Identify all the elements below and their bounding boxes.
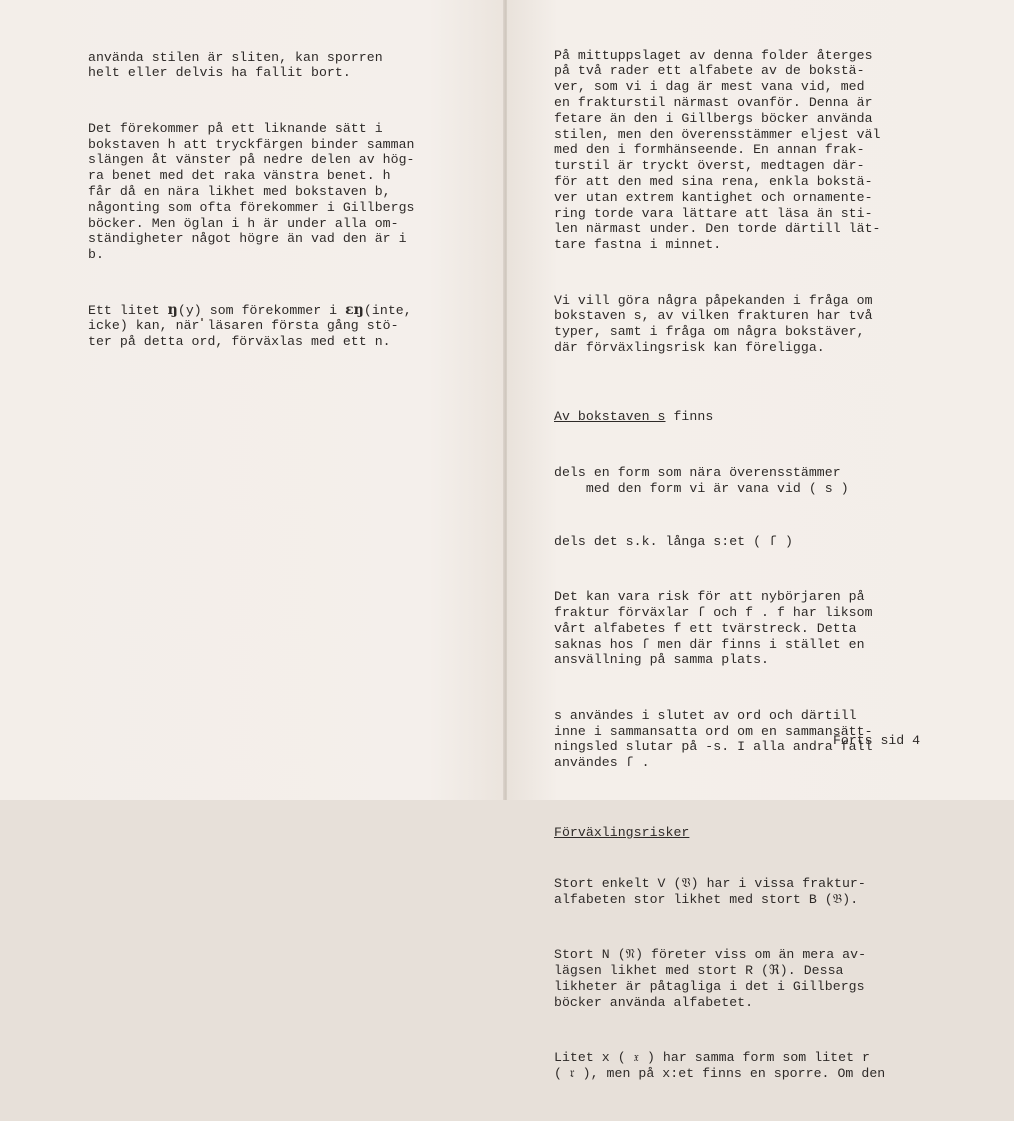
paragraph — [554, 534, 885, 550]
text-line: använda stilen är sliten, kan sporren — [88, 49, 383, 65]
paragraph — [88, 50, 415, 82]
text-line: ra benet med det raka vänstra benet. h — [88, 168, 391, 184]
text-line: ( 𝔯 ), men på x:et finns en sporre. Om den — [554, 1065, 886, 1081]
text-line: dels det s.k. långa s:et ( ſ ) — [554, 533, 793, 549]
text-line: ver, som vi i dag är mest vana vid, med — [554, 79, 865, 95]
text-line: tare fastna i minnet. — [554, 237, 722, 253]
text-line: turstil är tryckt överst, medtagen där- — [554, 158, 865, 174]
text-line: likheter är påtagliga i det i Gillbergs — [554, 978, 865, 994]
text-line: bokstaven h att tryckfärgen binder samman — [88, 136, 415, 152]
fraktur-y-glyph: ŋ — [167, 301, 178, 318]
text-line: med den form vi är vana vid ( s ) — [554, 480, 849, 496]
paragraph — [554, 876, 885, 908]
text-line: stilen, men den överensstämmer eljest väl — [554, 126, 881, 142]
text-line: saknas hos ſ men där finns i stället en — [554, 636, 865, 652]
paragraph — [554, 48, 885, 253]
section-heading — [554, 409, 885, 425]
text-segment: (y) som förekommer i — [177, 302, 346, 318]
paragraph — [554, 465, 885, 497]
text-line: Vi vill göra några påpekanden i fråga om — [554, 292, 873, 308]
text-line: b. — [88, 247, 104, 263]
text-line: slängen åt vänster på nedre delen av hög- — [88, 152, 415, 168]
text-line: där förväxlingsrisk kan föreligga. — [554, 339, 825, 355]
text-line: någonting som ofta förekommer i Gillbergs — [88, 199, 415, 215]
text-line: ningsled slutar på -s. I alla andra fall — [554, 739, 873, 755]
heading-tail: finns — [665, 409, 714, 425]
text-line: på två rader ett alfabete av de bokstä- — [554, 63, 865, 79]
text-line: med den i formhänseende. En annan frak- — [554, 142, 865, 158]
text-line: fraktur förväxlar ſ och f . f har liksom — [554, 605, 873, 621]
paragraph — [554, 589, 885, 668]
text-line: Det förekommer på ett liknande sätt i — [88, 120, 383, 136]
text-line: inne i sammansatta ord om en sammansätt- — [554, 723, 873, 739]
text-line: Det kan vara risk för att nybörjaren på — [554, 589, 865, 605]
paragraph — [88, 303, 415, 350]
text-line: vårt alfabetes f ett tvärstreck. Detta — [554, 620, 857, 636]
fraktur-ej-glyph: ɛŋ — [345, 301, 364, 318]
heading-underlined: Förväxlingsrisker — [554, 824, 690, 840]
text-line: len närmast under. Den torde därtill lät- — [554, 221, 881, 237]
heading-underlined: Av bokstaven s — [554, 409, 666, 425]
text-line: På mittuppslaget av denna folder återges — [554, 47, 873, 63]
paragraph — [554, 293, 885, 356]
text-line: användes ſ . — [554, 755, 650, 771]
text-line: alfabeten stor likhet med stort B (𝔅). — [554, 891, 859, 907]
paragraph — [554, 947, 885, 1010]
text-line: en frakturstil närmast ovanför. Denna är — [554, 94, 873, 110]
text-line: Stort N (𝔑) företer viss om än mera av- — [554, 947, 867, 963]
text-line: helt eller delvis ha fallit bort. — [88, 65, 351, 81]
text-segment: Ett litet — [88, 302, 168, 318]
text-line: bokstaven s, av vilken frakturen har två — [554, 308, 873, 324]
text-line: lägsen likhet med stort R (ℜ). Dessa — [554, 963, 844, 979]
text-line: icke) kan, när läsaren första gång stö- — [88, 318, 399, 334]
text-line: ansvällning på samma plats. — [554, 652, 770, 668]
text-line: s användes i slutet av ord och därtill — [554, 707, 857, 723]
text-line: fetare än den i Gillbergs böcker använda — [554, 110, 873, 126]
page-continuation-note: Forts sid 4 — [833, 733, 921, 748]
text-line: Stort enkelt V (𝔙) har i vissa fraktur- — [554, 876, 866, 892]
paragraph — [554, 1050, 885, 1082]
text-line: typer, samt i fråga om några bokstäver, — [554, 324, 865, 340]
paragraph — [88, 121, 415, 263]
text-line: ver utan extrem kantighet och ornamente- — [554, 189, 873, 205]
text-segment: (inte, — [363, 302, 412, 318]
text-line: dels en form som nära överensstämmer — [554, 464, 841, 480]
text-line: böcker använda alfabetet. — [554, 994, 754, 1010]
text-line: Litet x ( 𝔵 ) har samma form som litet r — [554, 1050, 870, 1066]
right-page — [507, 0, 1014, 1081]
left-page-text — [88, 18, 415, 390]
text-line: för att den med sina rena, enkla bokstä- — [554, 173, 873, 189]
text-line: böcker. Men öglan i h är under alla om- — [88, 215, 399, 231]
right-page-text — [554, 16, 885, 1121]
left-page — [0, 0, 505, 800]
text-line: ter på detta ord, förväxlas med ett n. — [88, 334, 391, 350]
text-line: ring torde vara lättare att läsa än sti- — [554, 205, 873, 221]
section-heading — [554, 825, 885, 841]
text-line: ständigheter något högre än vad den är i — [88, 231, 407, 247]
text-line: får då en nära likhet med bokstaven b, — [88, 183, 391, 199]
